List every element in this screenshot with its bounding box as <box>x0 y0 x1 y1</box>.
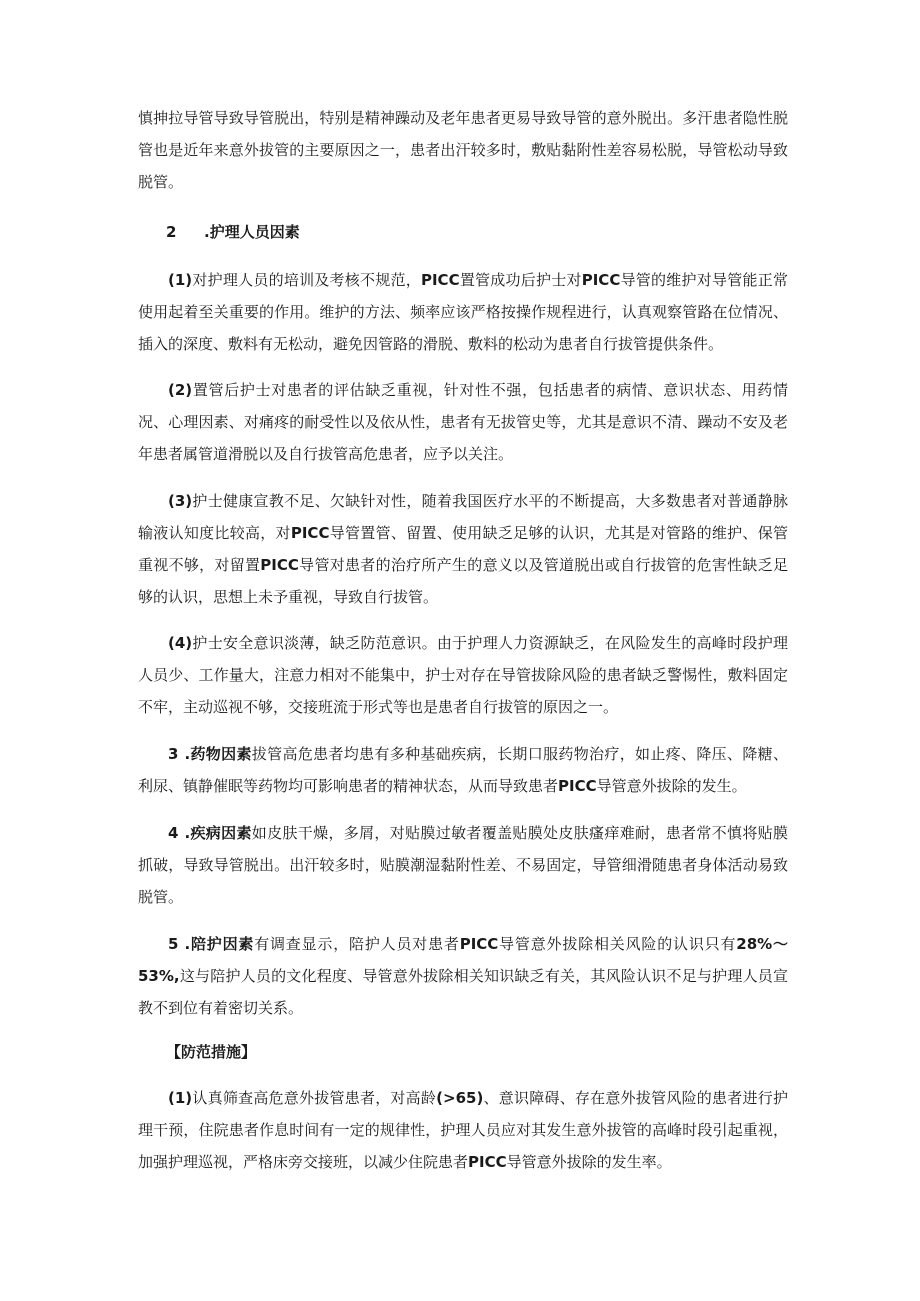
text-segment: 拔管高危患者均患有多种基础疾病，长期口服药物治疗，如止疼、降压、降糖、利尿、镇静催眠等药物均可影响患者的精神状态，从而导致患者 <box>138 745 788 795</box>
item-number: (3) <box>168 492 193 510</box>
section-title: .护理人员因素 <box>204 223 300 241</box>
text-segment: 导管置管、留置、使用缺乏足够的认识，尤其是对管路的维护、保管重视不够，对留置 <box>138 524 788 574</box>
text-segment: 导管意外拔除相关风险的认识只有 <box>498 935 737 953</box>
item-number: (2) <box>168 381 193 399</box>
paragraph-item-1-training <box>138 264 788 360</box>
text-segment: 导管意外拔除的发生。 <box>596 777 747 795</box>
section-number: 2 <box>166 223 177 241</box>
text-segment: 置管成功后护士对 <box>459 271 582 289</box>
paragraph-item-3-education <box>138 485 788 613</box>
section-heading-measures <box>166 1036 256 1068</box>
measures-title: 【防范措施】 <box>166 1043 257 1061</box>
item-number: (4) <box>168 634 193 652</box>
section-number: 5 <box>168 935 179 953</box>
item-number: (1) <box>168 1089 193 1107</box>
term-picc: PICC <box>558 777 597 795</box>
text-segment: 、意识障碍、存在意外拔管风险的患者进行护理干预，住院患者作息时间有一定的规律性，护理人员应对其发生意外拔管的高峰时段引起重视，加强护理巡视，严格床旁交接班，以减少住院患者 <box>138 1089 788 1171</box>
section-title: .陪护因素 <box>184 935 255 953</box>
section-number: 3 <box>168 745 179 763</box>
text-segment: 护士安全意识淡薄，缺乏防范意识。由于护理人力资源缺乏，在风险发生的高峰时段护理人员少、工作量大，注意力相对不能集中，护士对存在导管拔除风险的患者缺乏警惕性，敷料固定不牢，主动巡视不够，交接班流于形式等也是患者自行拔管的原因之一。 <box>138 634 788 716</box>
text-segment: 导管对患者的治疗所产生的意义以及管道脱出或自行拔管的危害性缺乏足够的认识，思想上未予重视，导致自行拔管。 <box>138 556 788 606</box>
text-segment: 置管后护士对患者的评估缺乏重视，针对性不强，包括患者的病情、意识状态、用药情况、心理因素、对痛疼的耐受性以及依从性，患者有无拔管史等，尤其是意识不清、躁动不安及老年患者属管道滑脱以及自行拔管高危患者，应予以关注。 <box>138 381 788 463</box>
paragraph-text: 慎抻拉导管导致导管脱出，特别是精神躁动及老年患者更易导致导管的意外脱出。多汗患者隐性脱管也是近年来意外拔管的主要原因之一，患者出汗较多时，敷贴黏附性差容易松脱，导管松动导致脱管。 <box>138 109 788 191</box>
paragraph-dislodgement-causes <box>138 102 788 198</box>
text-segment: 护士健康宣教不足、欠缺针对性，随着我国医疗水平的不断提高，大多数患者对普通静脉输液认知度比较高，对 <box>138 492 788 542</box>
paragraph-measure-1-screening <box>138 1082 788 1178</box>
paragraph-item-2-assessment <box>138 374 788 470</box>
term-picc: PICC <box>468 1153 507 1171</box>
paragraph-item-4-safety <box>138 627 788 723</box>
paragraph-section-3-drugs <box>138 738 788 802</box>
term-picc: PICC <box>420 271 460 289</box>
age-threshold: (>65) <box>436 1089 484 1107</box>
item-number: (1) <box>168 271 193 289</box>
term-picc: PICC <box>290 524 330 542</box>
paragraph-section-4-disease <box>138 817 788 913</box>
text-segment: 如皮肤干燥，多屑，对贴膜过敏者覆盖贴膜处皮肤瘙痒难耐，患者常不慎将贴膜抓破，导致导管脱出。出汗较多时，贴膜潮湿黏附性差、不易固定，导管细滑随患者身体活动易致脱管。 <box>138 824 788 906</box>
section-number: 4 <box>168 824 179 842</box>
section-heading-nursing-staff <box>166 216 300 248</box>
text-segment: 认真筛查高危意外拔管患者，对高龄 <box>192 1089 437 1107</box>
text-segment: 有调查显示，陪护人员对患者 <box>254 935 460 953</box>
text-segment: 对护理人员的培训及考核不规范， <box>192 271 421 289</box>
term-picc: PICC <box>459 935 499 953</box>
text-segment: 导管意外拔除的发生率。 <box>506 1153 672 1171</box>
paragraph-section-5-caregiver <box>138 928 788 1024</box>
term-picc: PICC <box>581 271 621 289</box>
text-segment: 这与陪护人员的文化程度、导管意外拔除相关知识缺乏有关，其风险认识不足与护理人员宣教不到位有着密切关系。 <box>138 967 788 1017</box>
section-title: .疾病因素 <box>184 824 252 842</box>
text-segment: 导管的维护对导管能正常使用起着至关重要的作用。维护的方法、频率应该严格按操作规程进行，认真观察管路在位情况、插入的深度、敷料有无松动，避免因管路的滑脱、敷料的松动为患者自行拔管提供条件。 <box>138 271 788 353</box>
percentage-range: 28%〜53%, <box>138 935 788 985</box>
section-title: .药物因素 <box>184 745 252 763</box>
term-picc: PICC <box>260 556 299 574</box>
